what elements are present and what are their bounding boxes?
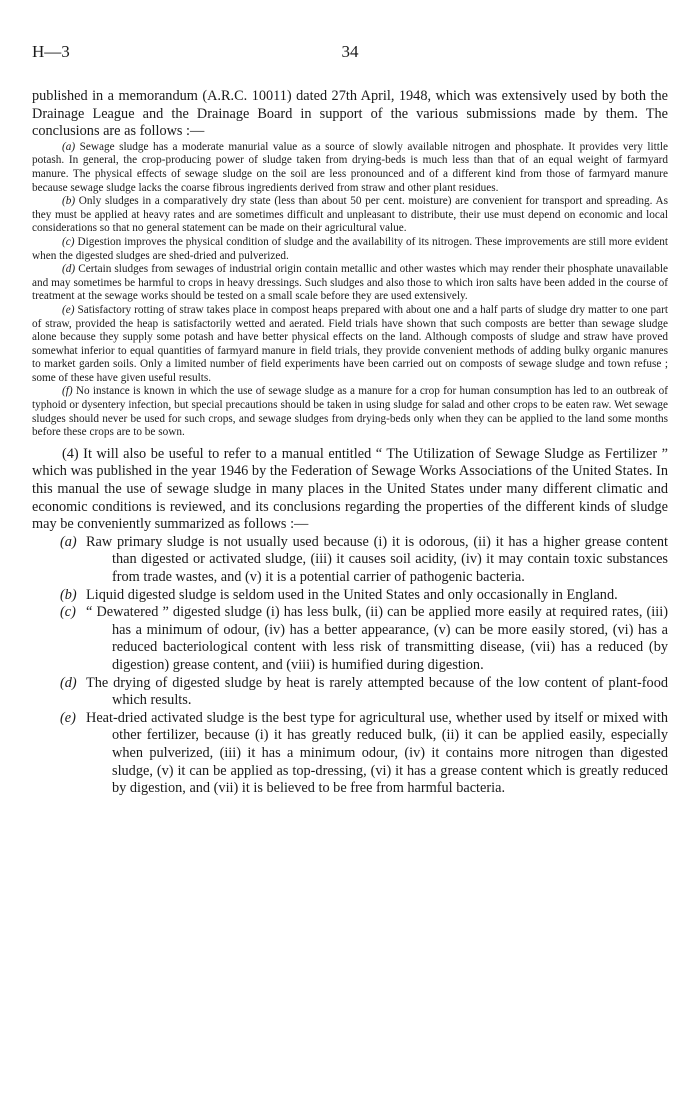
item-label: (d)	[60, 674, 77, 691]
item-label: (e)	[62, 303, 75, 316]
manual-summary-list	[32, 534, 668, 798]
body-text	[32, 88, 668, 798]
conclusion-item	[32, 141, 668, 195]
item-text: “ Dewatered ” digested sludge (i) has less bulk, (ii) can be applied more easily at required rates, (iii) has a minimum of odour, (iv) has a better appearance, (v) can be more easily stored, (vi) has a reduced bacteriological content with less risk of transmitting disease, (vii) has a reduced (by digestion) grease content, and (viii) is humified during digestion.	[86, 604, 668, 673]
summary-item	[32, 604, 668, 674]
summary-item	[32, 534, 668, 587]
conclusion-item	[32, 236, 668, 263]
paragraph-4: (4) It will also be useful to refer to a manual entitled “ The Utilization of Sewage Sludge as Fertilizer ” which was published in the year 1946 by the Federation of Sewage Works Associations of the United States. In this manual the use of sewage sludge in many places in the United States under many different climatic and economic conditions is reviewed, and its conclusions regarding the properties of the different kinds of sludge may be conveniently summarized as follows :—	[32, 445, 668, 533]
conclusions-list	[32, 141, 668, 440]
item-text: Sewage sludge has a moderate manurial value as a source of slowly available nitrogen and phosphate. It provides very little potash. In general, the crop-producing power of sludge taken from drying-beds is much less than that of an equal weight of farmyard manure. The physical effects of sewage sludge on the soil are less pronounced and of a different kind from those of farmyard manure because sewage sludge lacks the coarse fibrous ingredients derived from straw and other plant residues.	[32, 140, 668, 194]
summary-item	[32, 587, 668, 605]
item-text: No instance is known in which the use of sewage sludge as a manure for a crop for human consumption has led to an outbreak of typhoid or dysentery infection, but special precautions should be taken in using sludge for salad and other crops to be eaten raw. Wet sewage sludges should never be used for such crops, and sewage sludges from drying-beds only when they can be applied to the land some months before these crops are to be sown.	[32, 385, 668, 439]
intro-paragraph: published in a memorandum (A.R.C. 10011) dated 27th April, 1948, which was extensively used by both the Drainage League and the Drainage Board in support of the various submissions made by them. The conclusions are as follows :—	[32, 88, 668, 140]
item-label: (c)	[60, 604, 76, 621]
conclusion-item	[32, 263, 668, 304]
item-label: (a)	[60, 533, 77, 550]
item-label: (a)	[62, 140, 76, 153]
item-label: (b)	[60, 586, 77, 603]
item-label: (f)	[62, 385, 73, 398]
item-text: Raw primary sludge is not usually used because (i) it is odorous, (ii) it has a higher grease content than digested or activated sludge, (iii) it causes soil acidity, (iv) it may contain toxic substances from trade wastes, and (v) it is a potential carrier of pathogenic bacteria.	[86, 533, 668, 585]
conclusion-item	[32, 385, 668, 439]
page-number: 34	[341, 42, 359, 61]
conclusion-item	[32, 304, 668, 386]
item-text: The drying of digested sludge by heat is rarely attempted because of the low content of plant-food which results.	[86, 674, 668, 709]
item-label: (c)	[62, 235, 75, 248]
item-text: Satisfactory rotting of straw takes place in compost heaps prepared with about one and a half parts of sludge dry matter to one part of straw, provided the heap is satisfactorily wetted and aerated. Field trials have shown that such composts are better than sewage sludge alone because they supply some potash and have better physical effects on the land. Although composts of sludge and straw have proved somewhat inferior to equal quantities of farmyard manure in field trials, they provide convenient methods of adding bulky organic manures to market garden soils. Only a limited number of field experiments have been carried out on composts of sewage sludge and town refuse ; some of these have given useful results.	[32, 303, 669, 384]
item-text: Only sludges in a comparatively dry state (less than about 50 per cent. moisture) are convenient for transport and spreading. As they must be applied at heavy rates and are sometimes difficult and unpleasant to distribute, their use must depend on economic and local considerations so that no general statement can be made on their agricultural value.	[32, 195, 668, 235]
item-label: (e)	[60, 709, 76, 726]
section-label: H—3	[32, 42, 70, 61]
item-text: Certain sludges from sewages of industrial origin contain metallic and other wastes which may render their phosphate unavailable and may sometimes be harmful to crops in heavy dressings. Such sludges and also those to which iron salts have been added in the course of treatment at the sewage works should be tested on a small scale before they are used extensively.	[32, 263, 669, 303]
item-label: (d)	[62, 263, 76, 276]
item-label: (b)	[62, 195, 76, 208]
item-text: Digestion improves the physical condition of sludge and the availability of its nitrogen. These improvements are still more evident when the digested sludges are shed-dried and pulverized.	[32, 235, 668, 262]
page-header	[32, 42, 668, 68]
summary-item	[32, 675, 668, 710]
item-text: Heat-dried activated sludge is the best type for agricultural use, whether used by itself or mixed with other fertilizer, because (i) it has greatly reduced bulk, (ii) it can be applied easily, especially when pulverized, (iii) it has a minimum odour, (iv) it contains more nitrogen than digested sludge, (v) it can be applied as top-dressing, (vi) it has a grease content which is greatly reduced by digestion, and (vii) it is believed to be free from harmful bacteria.	[86, 709, 668, 797]
item-text: Liquid digested sludge is seldom used in the United States and only occasionally in England.	[86, 586, 618, 603]
summary-item	[32, 710, 668, 798]
conclusion-item	[32, 195, 668, 236]
